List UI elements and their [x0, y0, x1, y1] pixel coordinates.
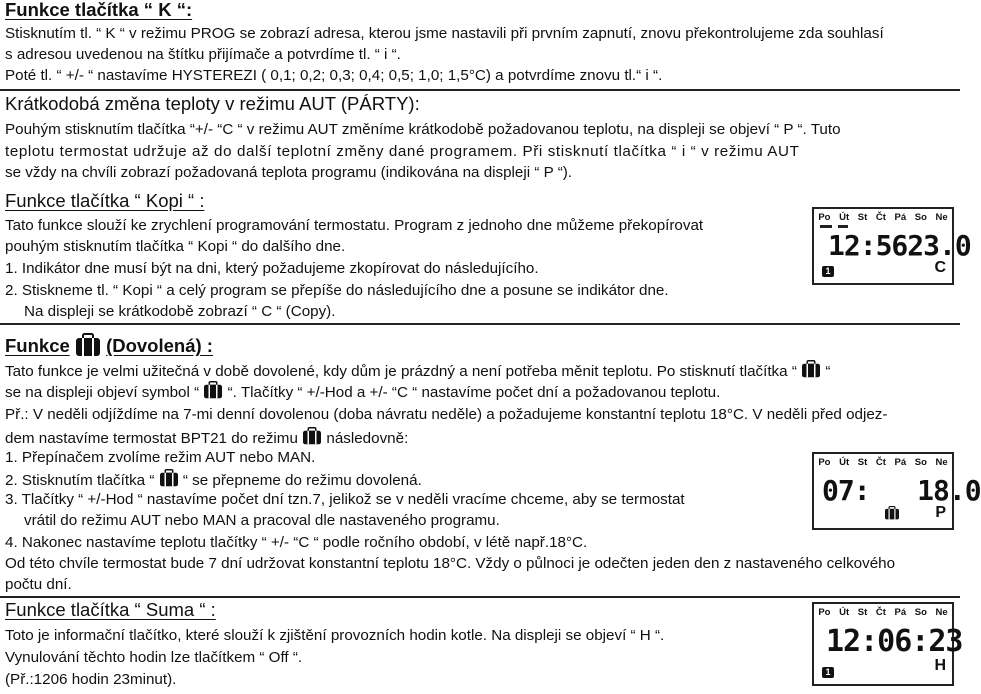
- suitcase-icon: [801, 360, 821, 384]
- text-line: Př.: V neděli odjíždíme na 7-mi denní dovolenou (doba návratu neděle) a požadujeme konstantní teplotu 18°C. V neděli před odjez-: [5, 406, 888, 423]
- lcd-suffix: H: [934, 657, 946, 674]
- lcd-display-holiday: [812, 452, 981, 530]
- section-title-aut: Krátkodobá změna teploty v režimu AUT (PÁRTY):: [5, 93, 420, 114]
- day-label: Ne: [935, 457, 948, 468]
- day-label: Čt: [875, 457, 886, 468]
- text-line: se vždy na chvíli zobrazí požadovaná teplota programu (indikována na displeji “ P “).: [5, 164, 573, 181]
- day-label: Ne: [935, 607, 948, 618]
- suitcase-icon: [75, 333, 101, 361]
- lcd-digits: 12:06:23: [826, 624, 963, 659]
- lcd-digits: 12:5623.0: [828, 229, 971, 262]
- text-line: 2. Stisknutím tlačítka “ “ se přepneme do režimu dovolená.: [5, 469, 422, 493]
- lcd-suffix: C: [934, 259, 946, 276]
- text-line: 1. Indikátor dne musí být na dni, který požadujeme zkopírovat do následujícího.: [5, 260, 539, 277]
- lcd-digits: 07: 18.0: [822, 474, 981, 507]
- section-title-k: Funkce tlačítka “ K “:: [5, 0, 193, 20]
- day-label: Po: [818, 607, 831, 618]
- divider: [0, 323, 960, 325]
- suitcase-icon: [203, 381, 223, 405]
- day-labels: [814, 212, 952, 223]
- text-line: (Př.:1206 hodin 23minut).: [5, 671, 177, 688]
- day-labels: [814, 457, 952, 468]
- text-line: 2. Stiskneme tl. “ Kopi “ a celý program se přepíše do následujícího dne a posune se indikátor dne.: [5, 282, 669, 299]
- day-label: Út: [839, 457, 850, 468]
- text-line: 1. Přepínačem zvolíme režim AUT nebo MAN.: [5, 449, 316, 466]
- text-line: počtu dní.: [5, 576, 72, 593]
- day-label: Pá: [894, 607, 907, 618]
- day-label: Út: [839, 607, 850, 618]
- text-line: Od této chvíle termostat bude 7 dní udržovat konstantní teplotu 18°C. Vždy o půlnoci je odečten jeden den z nastaveného celkového: [5, 555, 896, 572]
- text-line: dem nastavíme termostat BPT21 do režimu následovně:: [5, 427, 408, 451]
- day-label: So: [914, 212, 927, 223]
- section-title-dovolena: Funkce (Dovolená) :: [5, 333, 213, 361]
- text-line: vrátil do režimu AUT nebo MAN a pracoval dle nastaveného programu.: [24, 512, 500, 529]
- section-title-kopi: Funkce tlačítka “ Kopi “ :: [5, 190, 205, 211]
- text-line: Stisknutím tl. “ K “ v režimu PROG se zobrazí adresa, kterou jsme nastavili při prvním zapnutí, znovu překontrolujeme zda souhlasí: [5, 25, 884, 42]
- text-line: pouhým stisknutím tlačítka “ Kopi “ do dalšího dne.: [5, 238, 346, 255]
- day-label: Čt: [875, 607, 886, 618]
- day-label: Pá: [894, 212, 907, 223]
- text-line: Vynulování těchto hodin lze tlačítkem “ Off “.: [5, 649, 303, 666]
- text-line: 3. Tlačítky “ +/-Hod “ nastavíme počet dní tzn.7, jelikož se v neděli vracíme chceme, aby se termostat: [5, 491, 685, 508]
- day-label: Ne: [935, 212, 948, 223]
- day-label: St: [857, 212, 868, 223]
- text-line: Poté tl. “ +/- “ nastavíme HYSTEREZI ( 0,1; 0,2; 0,3; 0,4; 0,5; 1,0; 1,5°C) a potvrdíme znovu tl.“ i “.: [5, 67, 663, 84]
- lcd-display-hours: [812, 602, 963, 686]
- day-label: Út: [839, 212, 850, 223]
- day-label: Po: [818, 457, 831, 468]
- divider: [0, 596, 960, 598]
- program-badge: 1: [822, 667, 834, 678]
- day-label: So: [914, 457, 927, 468]
- text-line: 4. Nakonec nastavíme teplotu tlačítky “ +/- “C “ podle ročního období, v létě např.18°C.: [5, 534, 588, 551]
- text-line: Tato funkce je velmi užitečná v době dovolené, kdy dům je prázdný a není potřeba měnit teplotu. Po stisknutí tlačítka “ “: [5, 360, 830, 384]
- text-line: s adresou uvedenou na štítku přijímače a potvrdíme tl. “ i “.: [5, 46, 401, 63]
- text-line: Toto je informační tlačítko, které slouží k zjištění provozních hodin kotle. Na displeji se objeví “ H “.: [5, 627, 665, 644]
- divider: [0, 89, 960, 91]
- suitcase-icon: [884, 506, 900, 524]
- text-line: Tato funkce slouží ke zrychlení programování termostatu. Program z jednoho dne můžeme překopírovat: [5, 217, 704, 234]
- day-label: So: [914, 607, 927, 618]
- text-line: Na displeji se krátkodobě zobrazí “ C “ (Copy).: [24, 303, 336, 320]
- day-labels: [814, 607, 952, 618]
- day-label: Pá: [894, 457, 907, 468]
- day-label: Po: [818, 212, 831, 223]
- program-badge: 1: [822, 266, 834, 277]
- section-title-suma: Funkce tlačítka “ Suma “ :: [5, 599, 216, 620]
- text-line: se na displeji objeví symbol “ “. Tlačítky “ +/-Hod a +/- “C “ nastavíme počet dní a požadovanou teplotu.: [5, 381, 720, 405]
- day-label: Čt: [875, 212, 886, 223]
- text-line: Pouhým stisknutím tlačítka “+/- “C “ v režimu AUT změníme krátkodobě požadovanou teplotu, na displeji se objeví “ P “. Tuto: [5, 121, 841, 138]
- lcd-suffix: P: [935, 504, 946, 521]
- text-line: teplotu termostat udržuje až do další teplotní změny dané programem. Při stisknutí tlačítka “ i “ v režimu AUT: [5, 143, 800, 160]
- day-indicator: [820, 225, 832, 228]
- lcd-display-copy: [812, 207, 971, 285]
- day-label: St: [857, 457, 868, 468]
- day-label: St: [857, 607, 868, 618]
- day-indicator: [838, 225, 848, 228]
